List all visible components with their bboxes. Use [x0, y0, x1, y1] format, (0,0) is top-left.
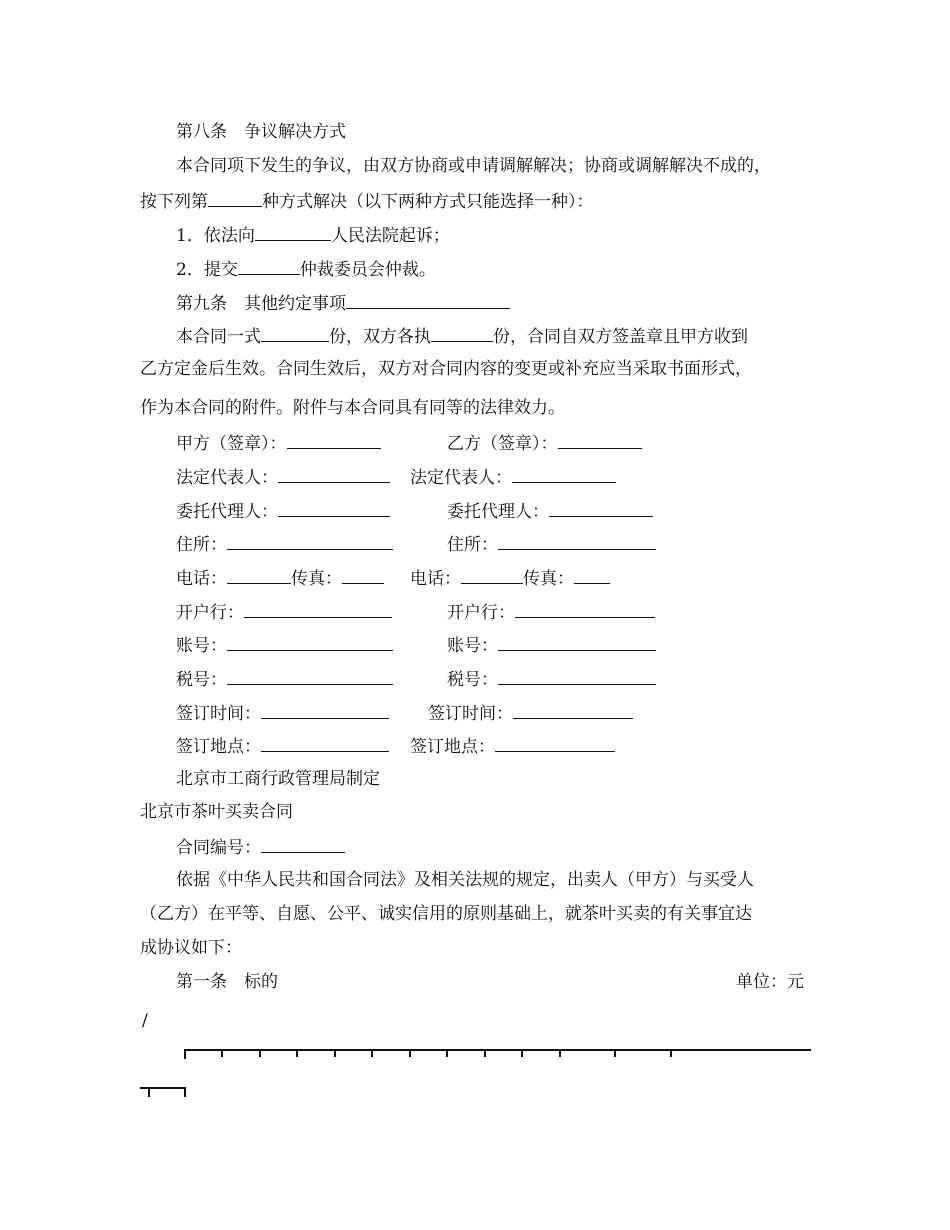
party-b-sign-time: 签订时间： — [428, 701, 633, 725]
article1-title: 第一条 标的 — [176, 972, 278, 992]
party-b-tax-no: 税号： — [447, 667, 656, 691]
article9-paragraph-3: 作为本合同的附件。附件与本合同具有同等的法律效力。 — [140, 398, 565, 418]
blank-line — [513, 701, 633, 719]
party-b-bank: 开户行： — [447, 600, 655, 624]
party-b-legal-rep: 法定代表人： — [410, 465, 616, 489]
party-b-phone-fax: 电话： 传真： — [410, 566, 610, 590]
table-column-tick — [334, 1049, 336, 1057]
article9-title: 第九条 其他约定事项 — [176, 291, 510, 315]
blank-line — [255, 223, 331, 241]
party-a-account: 账号： — [176, 633, 393, 657]
blank-line — [261, 734, 389, 752]
table-column-tick — [259, 1049, 261, 1057]
blank-line — [238, 257, 300, 275]
table-column-tick — [296, 1049, 298, 1057]
blank-line — [278, 465, 390, 483]
party-a-tax-no: 税号： — [176, 667, 393, 691]
party-a-sign-time: 签订时间： — [176, 701, 389, 725]
party-b-sign-place: 签订地点： — [410, 734, 615, 758]
blank-line — [287, 431, 381, 449]
blank-line — [498, 532, 656, 550]
blank-line — [515, 600, 655, 618]
blank-line — [498, 667, 656, 685]
blank-line — [512, 465, 616, 483]
article8-option-1: 1．依法向 人民法院起诉； — [176, 223, 450, 247]
blank-line — [261, 701, 389, 719]
intro-line-1: 依据《中华人民共和国合同法》及相关法规的规定，出卖人（甲方）与买受人 — [176, 870, 754, 890]
blank-line — [244, 600, 392, 618]
blank-line — [342, 566, 384, 584]
article8-paragraph-1: 本合同项下发生的争议，由双方协商或申请调解解决；协商或调解解决不成的， — [176, 156, 771, 176]
table-top-border — [184, 1049, 811, 1051]
party-a-bank: 开户行： — [176, 600, 392, 624]
blank-line — [558, 431, 642, 449]
party-a-phone-fax: 电话： 传真： — [176, 566, 384, 590]
slash-mark: / — [142, 1011, 148, 1031]
article8-title: 第八条 争议解决方式 — [176, 122, 346, 142]
blank-line — [227, 667, 393, 685]
blank-line — [574, 566, 610, 584]
blank-line — [261, 835, 345, 853]
blank-line — [261, 324, 329, 342]
party-a-legal-rep: 法定代表人： — [176, 465, 390, 489]
intro-line-2: （乙方）在平等、自愿、公平、诚实信用的原则基础上，就茶叶买卖的有关事宜达 — [140, 904, 752, 924]
contract-title: 北京市茶叶买卖合同 — [140, 802, 293, 822]
blank-line — [208, 189, 262, 207]
party-b-agent: 委托代理人： — [447, 499, 653, 523]
article8-option-2: 2．提交 仲裁委员会仲裁。 — [176, 257, 436, 281]
blank-line — [227, 566, 291, 584]
table-column-tick — [521, 1049, 523, 1057]
table-column-tick — [148, 1087, 150, 1097]
issuer-note: 北京市工商行政管理局制定 — [176, 769, 380, 789]
article8-paragraph-2: 按下列第 种方式解决（以下两种方式只能选择一种）： — [140, 189, 594, 213]
table-column-tick — [409, 1049, 411, 1057]
article9-paragraph-2: 乙方定金后生效。合同生效后，双方对合同内容的变更或补充应当采取书面形式， — [140, 359, 752, 379]
table-column-tick — [559, 1049, 561, 1057]
blank-line — [431, 324, 493, 342]
table-column-tick — [484, 1049, 486, 1057]
party-b-seal: 乙方（签章）： — [447, 431, 642, 455]
party-a-agent: 委托代理人： — [176, 499, 390, 523]
article9-paragraph-1: 本合同一式 份，双方各执 份，合同自双方签盖章且甲方收到 — [176, 324, 748, 348]
table-column-tick — [670, 1049, 672, 1057]
intro-line-3: 成协议如下： — [140, 938, 242, 958]
party-b-address: 住所： — [447, 532, 656, 556]
contract-number: 合同编号： — [176, 835, 345, 859]
blank-line — [278, 499, 390, 517]
party-b-account: 账号： — [447, 633, 656, 657]
blank-line — [461, 566, 523, 584]
table-column-tick — [614, 1049, 616, 1057]
party-a-seal: 甲方（签章）： — [176, 431, 381, 455]
blank-line — [227, 532, 393, 550]
blank-line — [549, 499, 653, 517]
unit-label: 单位：元 — [736, 972, 804, 992]
table-column-tick — [371, 1049, 373, 1057]
table-continuation-border — [140, 1087, 186, 1089]
party-a-address: 住所： — [176, 532, 393, 556]
table-right-border — [184, 1087, 186, 1097]
blank-line — [498, 633, 656, 651]
blank-line — [346, 291, 510, 309]
table-column-tick — [221, 1049, 223, 1057]
blank-line — [227, 633, 393, 651]
table-column-tick — [446, 1049, 448, 1057]
table-left-border — [184, 1049, 186, 1059]
blank-line — [495, 734, 615, 752]
party-a-sign-place: 签订地点： — [176, 734, 389, 758]
